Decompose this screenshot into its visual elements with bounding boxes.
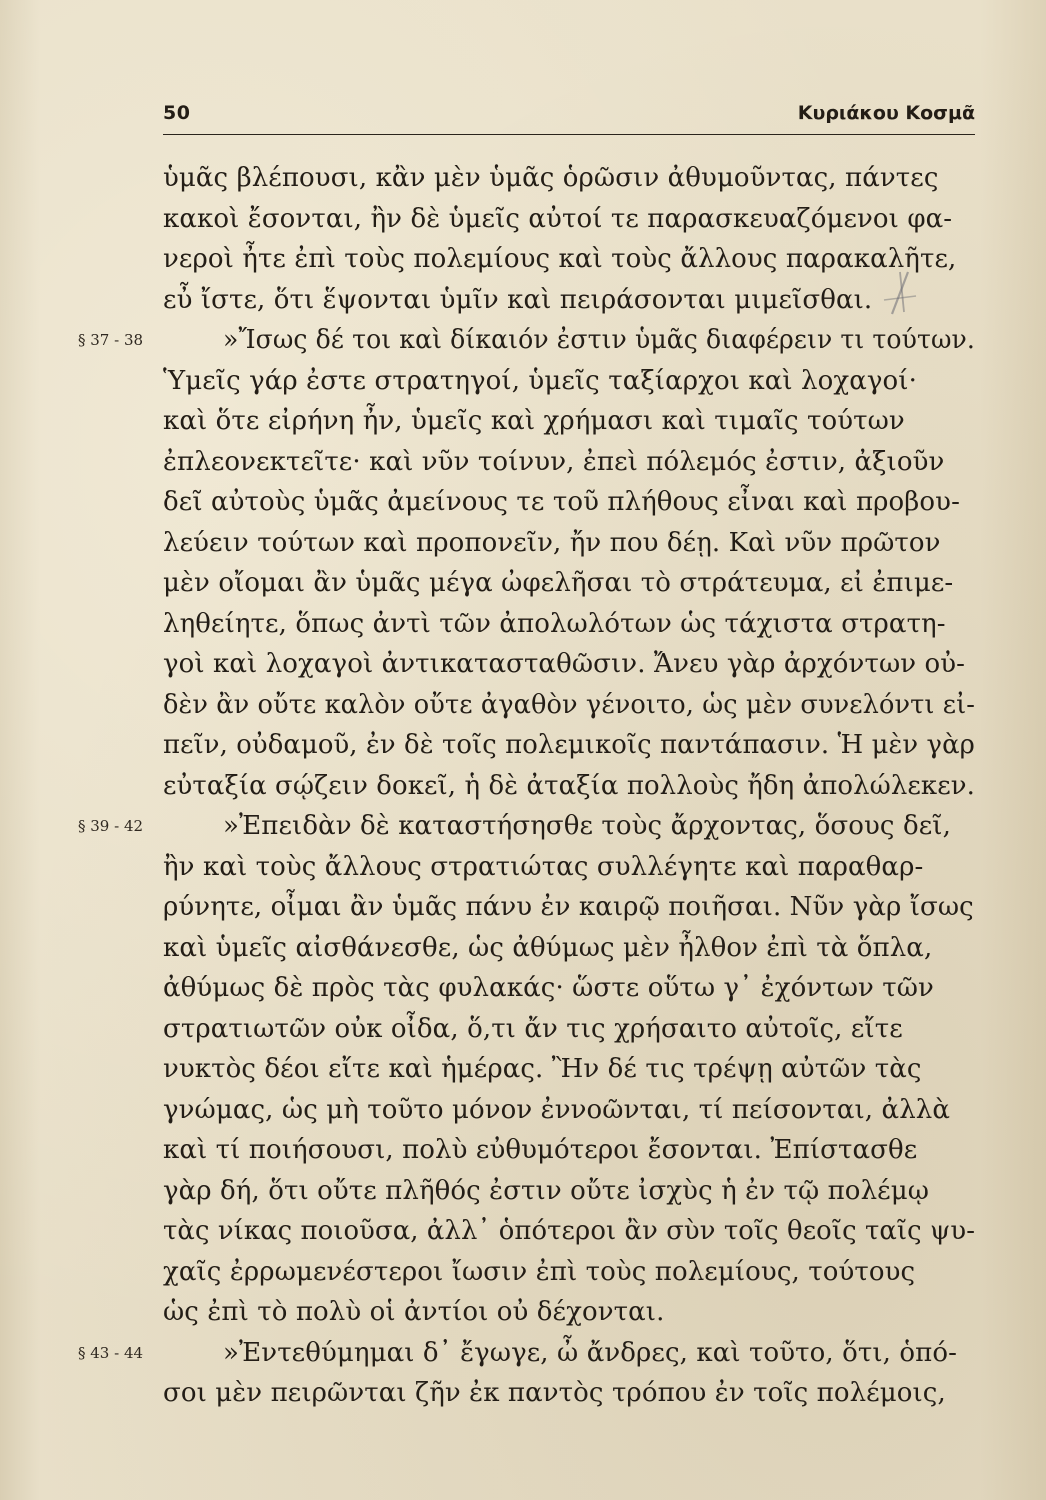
text-line: χαῖς ἐρρωμενέστεροι ἴωσιν ἐπὶ τοὺς πολεμίους, τούτους bbox=[163, 1256, 916, 1287]
text-line: δὲν ἂν οὔτε καλὸν οὔτε ἀγαθὸν γένοιτο, ὡς μὲν συνελόντι εἰ- bbox=[163, 689, 976, 720]
text-line: εὖ ἴστε, ὅτι ἕψονται ὑμῖν καὶ πειράσονται μιμεῖσθαι. bbox=[163, 284, 873, 315]
section-reference: § 39 - 42 bbox=[78, 817, 144, 835]
text-line: ὡς ἐπὶ τὸ πολὺ οἱ ἀντίοι οὐ δέχονται. bbox=[163, 1297, 665, 1327]
text-line: Ὑμεῖς γάρ ἐστε στρατηγοί, ὑμεῖς ταξίαρχοι καὶ λοχαγοί· bbox=[163, 365, 917, 396]
text-line: γοὶ καὶ λοχαγοὶ ἀντικατασταθῶσιν. Ἄνευ γὰρ ἀρχόντων οὐ- bbox=[163, 649, 966, 679]
text-line: γνώμας, ὡς μὴ τοῦτο μόνον ἐννοῶνται, τί πείσονται, ἀλλὰ bbox=[163, 1094, 951, 1125]
text-line: λεύειν τούτων καὶ προπονεῖν, ἤν που δέῃ. Καὶ νῦν πρῶτον bbox=[163, 527, 941, 558]
text-line: καὶ ὅτε εἰρήνη ἦν, ὑμεῖς καὶ χρήμασι καὶ τιμαῖς τούτων bbox=[163, 406, 905, 436]
body-text bbox=[163, 158, 983, 1414]
text-line: ληθείητε, ὅπως ἀντὶ τῶν ἀπολωλότων ὡς τάχιστα στρατη- bbox=[163, 608, 946, 639]
text-line: »Ἴσως δέ τοι καὶ δίκαιόν ἐστιν ὑμᾶς διαφέρειν τι τούτων. bbox=[223, 325, 975, 355]
text-line: πεῖν, οὐδαμοῦ, ἐν δὲ τοῖς πολεμικοῖς παντάπασιν. Ἡ μὲν γὰρ bbox=[163, 730, 975, 760]
text-line: σοι μὲν πειρῶνται ζῆν ἐκ παντὸς τρόπου ἐν τοῖς πολέμοις, bbox=[163, 1378, 946, 1408]
text-line: μὲν οἴομαι ἂν ὑμᾶς μέγα ὠφελῆσαι τὸ στράτευμα, εἰ ἐπιμε- bbox=[163, 568, 954, 598]
text-line: ἀθύμως δὲ πρὸς τὰς φυλακάς· ὥστε οὕτω γ᾿ ἐχόντων τῶν bbox=[163, 973, 934, 1003]
text-line: καὶ τί ποιήσουσι, πολὺ εὐθυμότεροι ἔσονται. Ἐπίστασθε bbox=[163, 1135, 918, 1165]
text-line: τὰς νίκας ποιοῦσα, ἀλλ᾿ ὁπότεροι ἂν σὺν τοῖς θεοῖς ταῖς ψυ- bbox=[163, 1216, 976, 1246]
text-line: ὑμᾶς βλέπουσι, κἂν μὲν ὑμᾶς ὁρῶσιν ἀθυμοῦντας, πάντες bbox=[163, 163, 939, 193]
text-line: γὰρ δή, ὅτι οὔτε πλῆθός ἐστιν οὔτε ἰσχὺς ἡ ἐν τῷ πολέμῳ bbox=[163, 1175, 930, 1206]
text-line: »Ἐντεθύμημαι δ᾿ ἔγωγε, ὦ ἄνδρες, καὶ τοῦτο, ὅτι, ὁπό- bbox=[223, 1337, 957, 1368]
text-line: εὐταξία σῴζειν δοκεῖ, ἡ δὲ ἀταξία πολλοὺς ἤδη ἀπολώλεκεν. bbox=[163, 770, 975, 801]
section-reference: § 43 - 44 bbox=[78, 1343, 144, 1362]
page-header bbox=[163, 100, 975, 135]
text-line: στρατιωτῶν οὐκ οἶδα, ὅ,τι ἄν τις χρήσαιτο αὐτοῖς, εἴτε bbox=[163, 1013, 903, 1044]
text-line: ἢν καὶ τοὺς ἄλλους στρατιώτας συλλέγητε καὶ παραθαρ- bbox=[163, 851, 924, 882]
running-head: Κυριάκου Κοσμᾶ bbox=[797, 102, 975, 124]
text-line: δεῖ αὐτοὺς ὑμᾶς ἀμείνους τε τοῦ πλήθους εἶναι καὶ προβου- bbox=[163, 487, 960, 517]
text-line: νεροὶ ἦτε ἐπὶ τοὺς πολεμίους καὶ τοὺς ἄλλους παρακαλῆτε, bbox=[163, 244, 957, 274]
text-line: »Ἐπειδὰν δὲ καταστήσησθε τοὺς ἄρχοντας, ὅσους δεῖ, bbox=[223, 811, 951, 841]
text-line: καὶ ὑμεῖς αἰσθάνεσθε, ὡς ἀθύμως μὲν ἦλθον ἐπὶ τὰ ὅπλα, bbox=[163, 932, 933, 963]
pencil-mark-icon bbox=[878, 270, 918, 316]
text-line: κακοὶ ἔσονται, ἢν δὲ ὑμεῖς αὐτοί τε παρασκευαζόμενοι φα- bbox=[163, 203, 953, 234]
section-reference: § 37 - 38 bbox=[78, 331, 144, 349]
text-line: ἐπλεονεκτεῖτε· καὶ νῦν τοίνυν, ἐπεὶ πόλεμός ἐστιν, ἀξιοῦν bbox=[163, 446, 945, 477]
text-line: ρύνητε, οἶμαι ἂν ὑμᾶς πάνυ ἐν καιρῷ ποιῆσαι. Νῦν γὰρ ἴσως bbox=[163, 892, 974, 922]
text-line: νυκτὸς δέοι εἴτε καὶ ἡμέρας. Ἢν δέ τις τρέψῃ αὐτῶν τὰς bbox=[163, 1054, 922, 1084]
page-number: 50 bbox=[163, 102, 191, 124]
